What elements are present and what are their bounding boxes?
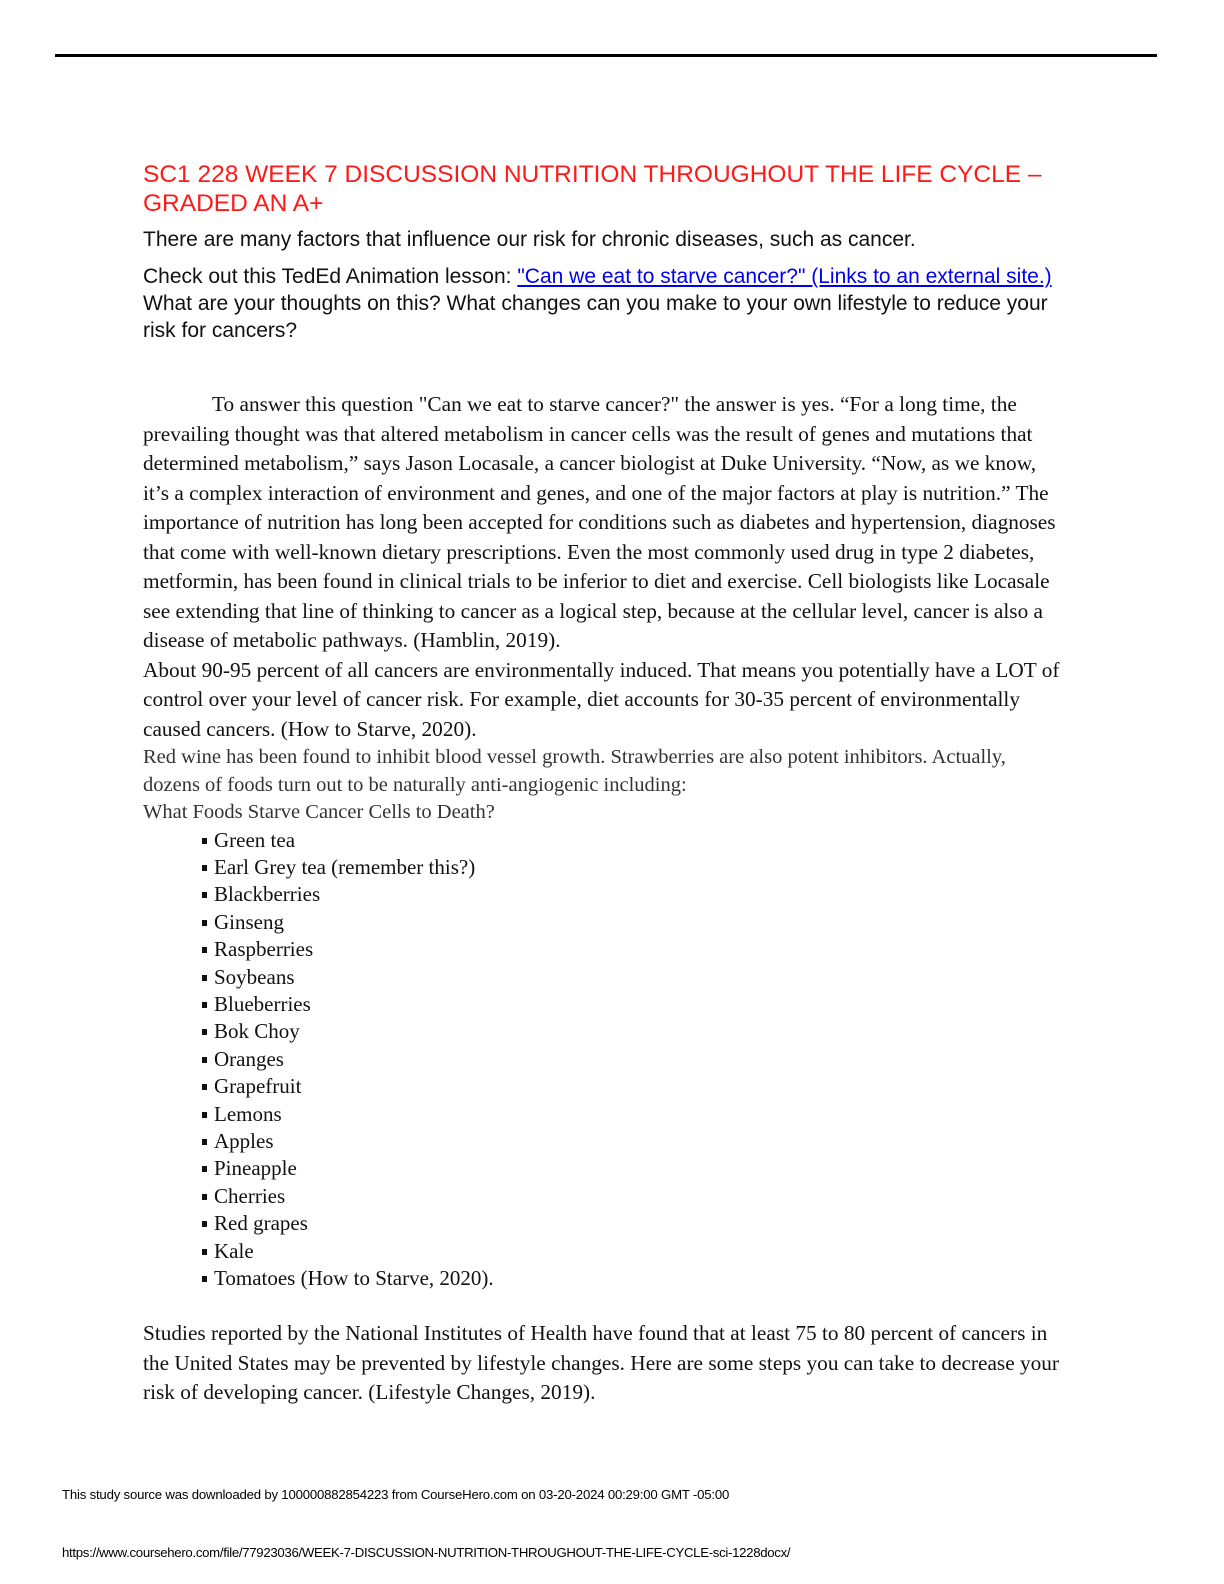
list-item: Green tea [201,827,1063,854]
bullet-icon [202,1194,207,1200]
answer-paragraph-3: Red wine has been found to inhibit blood vessel growth. Strawberries are also potent inhibitors. Actually, dozens of foods turn out to be naturally anti-angiogenic including: [143,746,1006,796]
bullet-icon [202,975,207,981]
prompt-check-out: Check out this TedEd Animation lesson: [143,265,518,288]
list-item: Pineapple [201,1155,1063,1182]
prompt-question: What are your thoughts on this? What changes can you make to your own lifestyle to reduce your risk for cancers? [143,292,1048,342]
list-item: Bok Choy [201,1018,1063,1045]
list-item: Tomatoes (How to Starve, 2020). [201,1265,1063,1292]
footer-url: https://www.coursehero.com/file/77923036/WEEK-7-DISCUSSION-NUTRITION-THROUGHOUT-THE-LIFE-CYCLE-sci-1228docx/ [62,1545,791,1560]
bullet-icon [202,1084,207,1090]
answer-paragraph-1: To answer this question "Can we eat to starve cancer?" the answer is yes. “For a long time, the prevailing thought was that altered metabolism in cancer cells was the result of genes and mutations that determined metabolism,” says Jason Locasale, a cancer biologist at Duke University. “Now, as we know, it’s a complex interaction of environment and genes, and one of the major factors at play is nutrition.” The importance of nutrition has long been accepted for conditions such as diabetes and hypertension, diagnoses that come with well-known dietary prescriptions. Even the most commonly used drug in type 2 diabetes, metformin, has been found in clinical trials to be inferior to diet and exercise. Cell biologists like Locasale see extending that line of thinking to cancer as a logical step, because at the cellular level, cancer is also a disease of metabolic pathways. (Hamblin, 2019). [143,392,1056,652]
bullet-icon [202,1057,207,1063]
bullet-icon [202,1029,207,1035]
foods-list-heading: What Foods Starve Cancer Cells to Death? [143,801,495,823]
tedEd-lesson-link[interactable]: "Can we eat to starve cancer?" (Links to an external site.) [517,265,1052,288]
list-item: Oranges [201,1046,1063,1073]
answer-closing-paragraph: Studies reported by the National Institutes of Health have found that at least 75 to 80 percent of cancers in the United States may be prevented by lifestyle changes. Here are some steps you can take to decrease your risk of developing cancer. (Lifestyle Changes, 2019). [143,1321,1060,1405]
list-item: Blueberries [201,991,1063,1018]
bullet-icon [202,1276,207,1282]
bullet-icon [202,1249,207,1255]
top-rule [55,54,1157,57]
bullet-icon [202,1221,207,1227]
bullet-icon [202,947,207,953]
list-item: Blackberries [201,881,1063,908]
bullet-icon [202,920,207,926]
bullet-icon [202,1166,207,1172]
list-item: Ginseng [201,909,1063,936]
bullet-icon [202,1002,207,1008]
list-item: Red grapes [201,1210,1063,1237]
bullet-icon [202,865,207,871]
list-item: Lemons [201,1101,1063,1128]
list-item: Earl Grey tea (remember this?) [201,854,1063,881]
prompt-paragraph [143,263,1063,344]
document-body [143,160,1063,1408]
prompt-intro: There are many factors that influence our risk for chronic diseases, such as cancer. [143,228,916,251]
bullet-icon [202,1139,207,1145]
bullet-icon [202,1112,207,1118]
bullet-icon [202,892,207,898]
list-item: Apples [201,1128,1063,1155]
list-item: Soybeans [201,964,1063,991]
list-item: Kale [201,1238,1063,1265]
document-title: SC1 228 WEEK 7 DISCUSSION NUTRITION THROUGHOUT THE LIFE CYCLE – GRADED AN A+ [143,161,1042,217]
list-item: Raspberries [201,936,1063,963]
answer-paragraph-2: About 90-95 percent of all cancers are environmentally induced. That means you potentially have a LOT of control over your level of cancer risk. For example, diet accounts for 30-35 percent of environmentally caused cancers. (How to Starve, 2020). [143,657,1060,741]
bullet-icon [202,838,207,844]
answer-body [143,390,1063,1408]
list-item: Grapefruit [201,1073,1063,1100]
footer-source-notice: This study source was downloaded by 100000882854223 from CourseHero.com on 03-20-2024 00:29:00 GMT -05:00 [62,1487,730,1502]
foods-list [201,827,1063,1293]
list-item: Cherries [201,1183,1063,1210]
